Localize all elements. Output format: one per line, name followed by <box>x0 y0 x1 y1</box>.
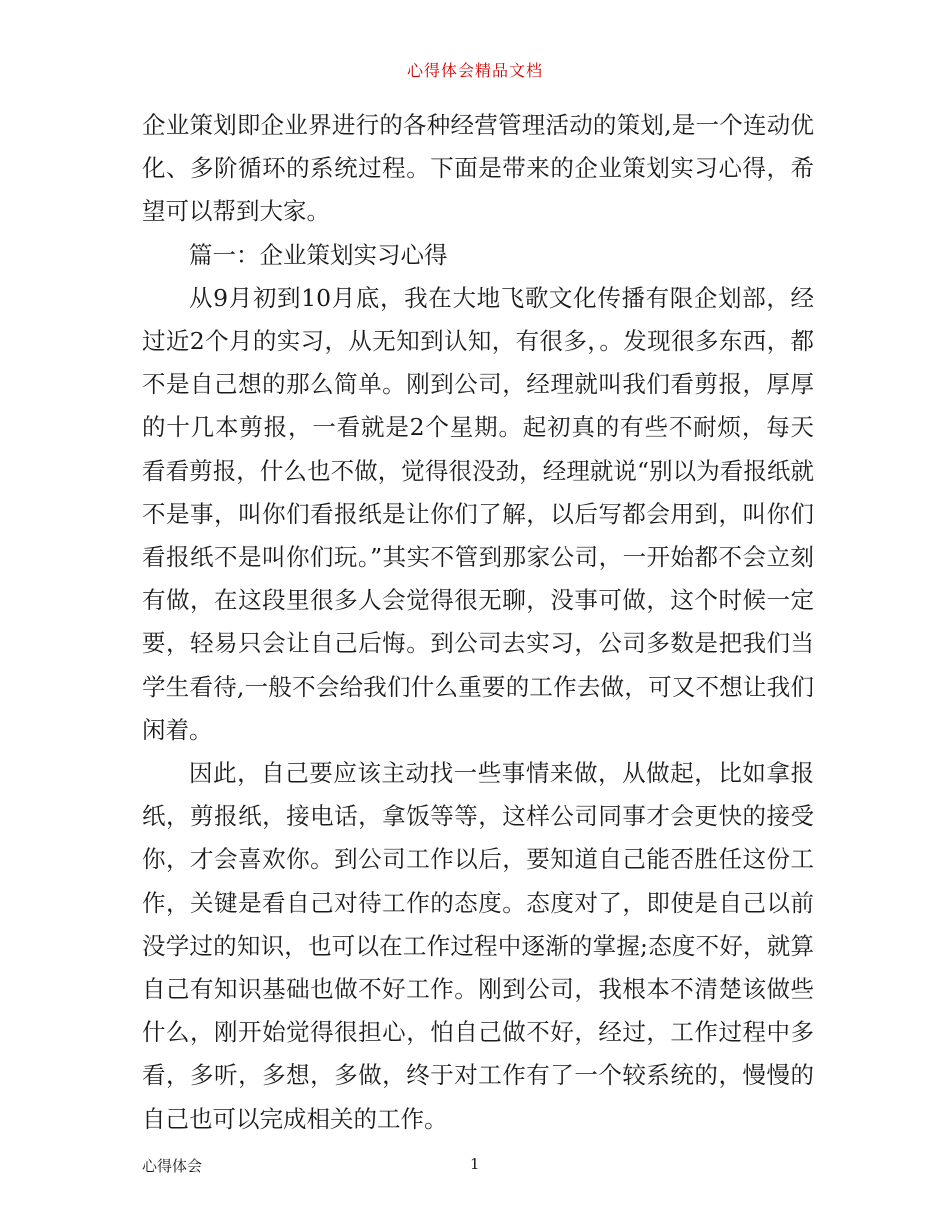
document-body <box>142 104 814 1141</box>
footer-label: 心得体会 <box>142 1157 203 1175</box>
section-heading: 篇一：企业策划实习心得 <box>189 240 448 269</box>
body-paragraph: 因此，自己要应该主动找一些事情来做，从做起，比如拿报纸，剪报纸，接电话，拿饭等等，这样公司同事才会更快的接受你，才会喜欢你。到公司工作以后，要知道自己能否胜任这份工作，关键是看自己对待工作的态度。态度对了，即使是自己以前没学过的知识，也可以在工作过程中逐渐的掌握;态度不好，就算自己有知识基础也做不好工作。刚到公司，我根本不清楚该做些什么，刚开始觉得很担心，怕自己做不好，经过，工作过程中多看，多听，多想，多做，终于对工作有了一个较系统的，慢慢的自己也可以完成相关的工作。 <box>142 759 814 1133</box>
document-header-title: 心得体会精品文档 <box>406 61 543 80</box>
page-number: 1 <box>470 1155 480 1173</box>
intro-paragraph: 企业策划即企业界进行的各种经营管理活动的策划,是一个连动优化、多阶循环的系统过程。下面是带来的企业策划实习心得，希望可以帮到大家。 <box>142 111 814 226</box>
body-paragraph: 从9月初到10月底，我在大地飞歌文化传播有限企划部，经过近2个月的实习，从无知到认知，有很多，。发现很多东西，都不是自己想的那么简单。刚到公司，经理就叫我们看剪报，厚厚的十几本剪报，一看就是2个星期。起初真的有些不耐烦，每天看看剪报，什么也不做，觉得很没劲，经理就说“别以为看报纸就不是事，叫你们看报纸是让你们了解，以后写都会用到，叫你们看报纸不是叫你们玩。”其实不管到那家公司，一开始都不会立刻有做，在这段里很多人会觉得很无聊，没事可做，这个时候一定要，轻易只会让自己后悔。到公司去实习，公司多数是把我们当学生看待,一般不会给我们什么重要的工作去做，可又不想让我们闲着。 <box>142 283 814 744</box>
